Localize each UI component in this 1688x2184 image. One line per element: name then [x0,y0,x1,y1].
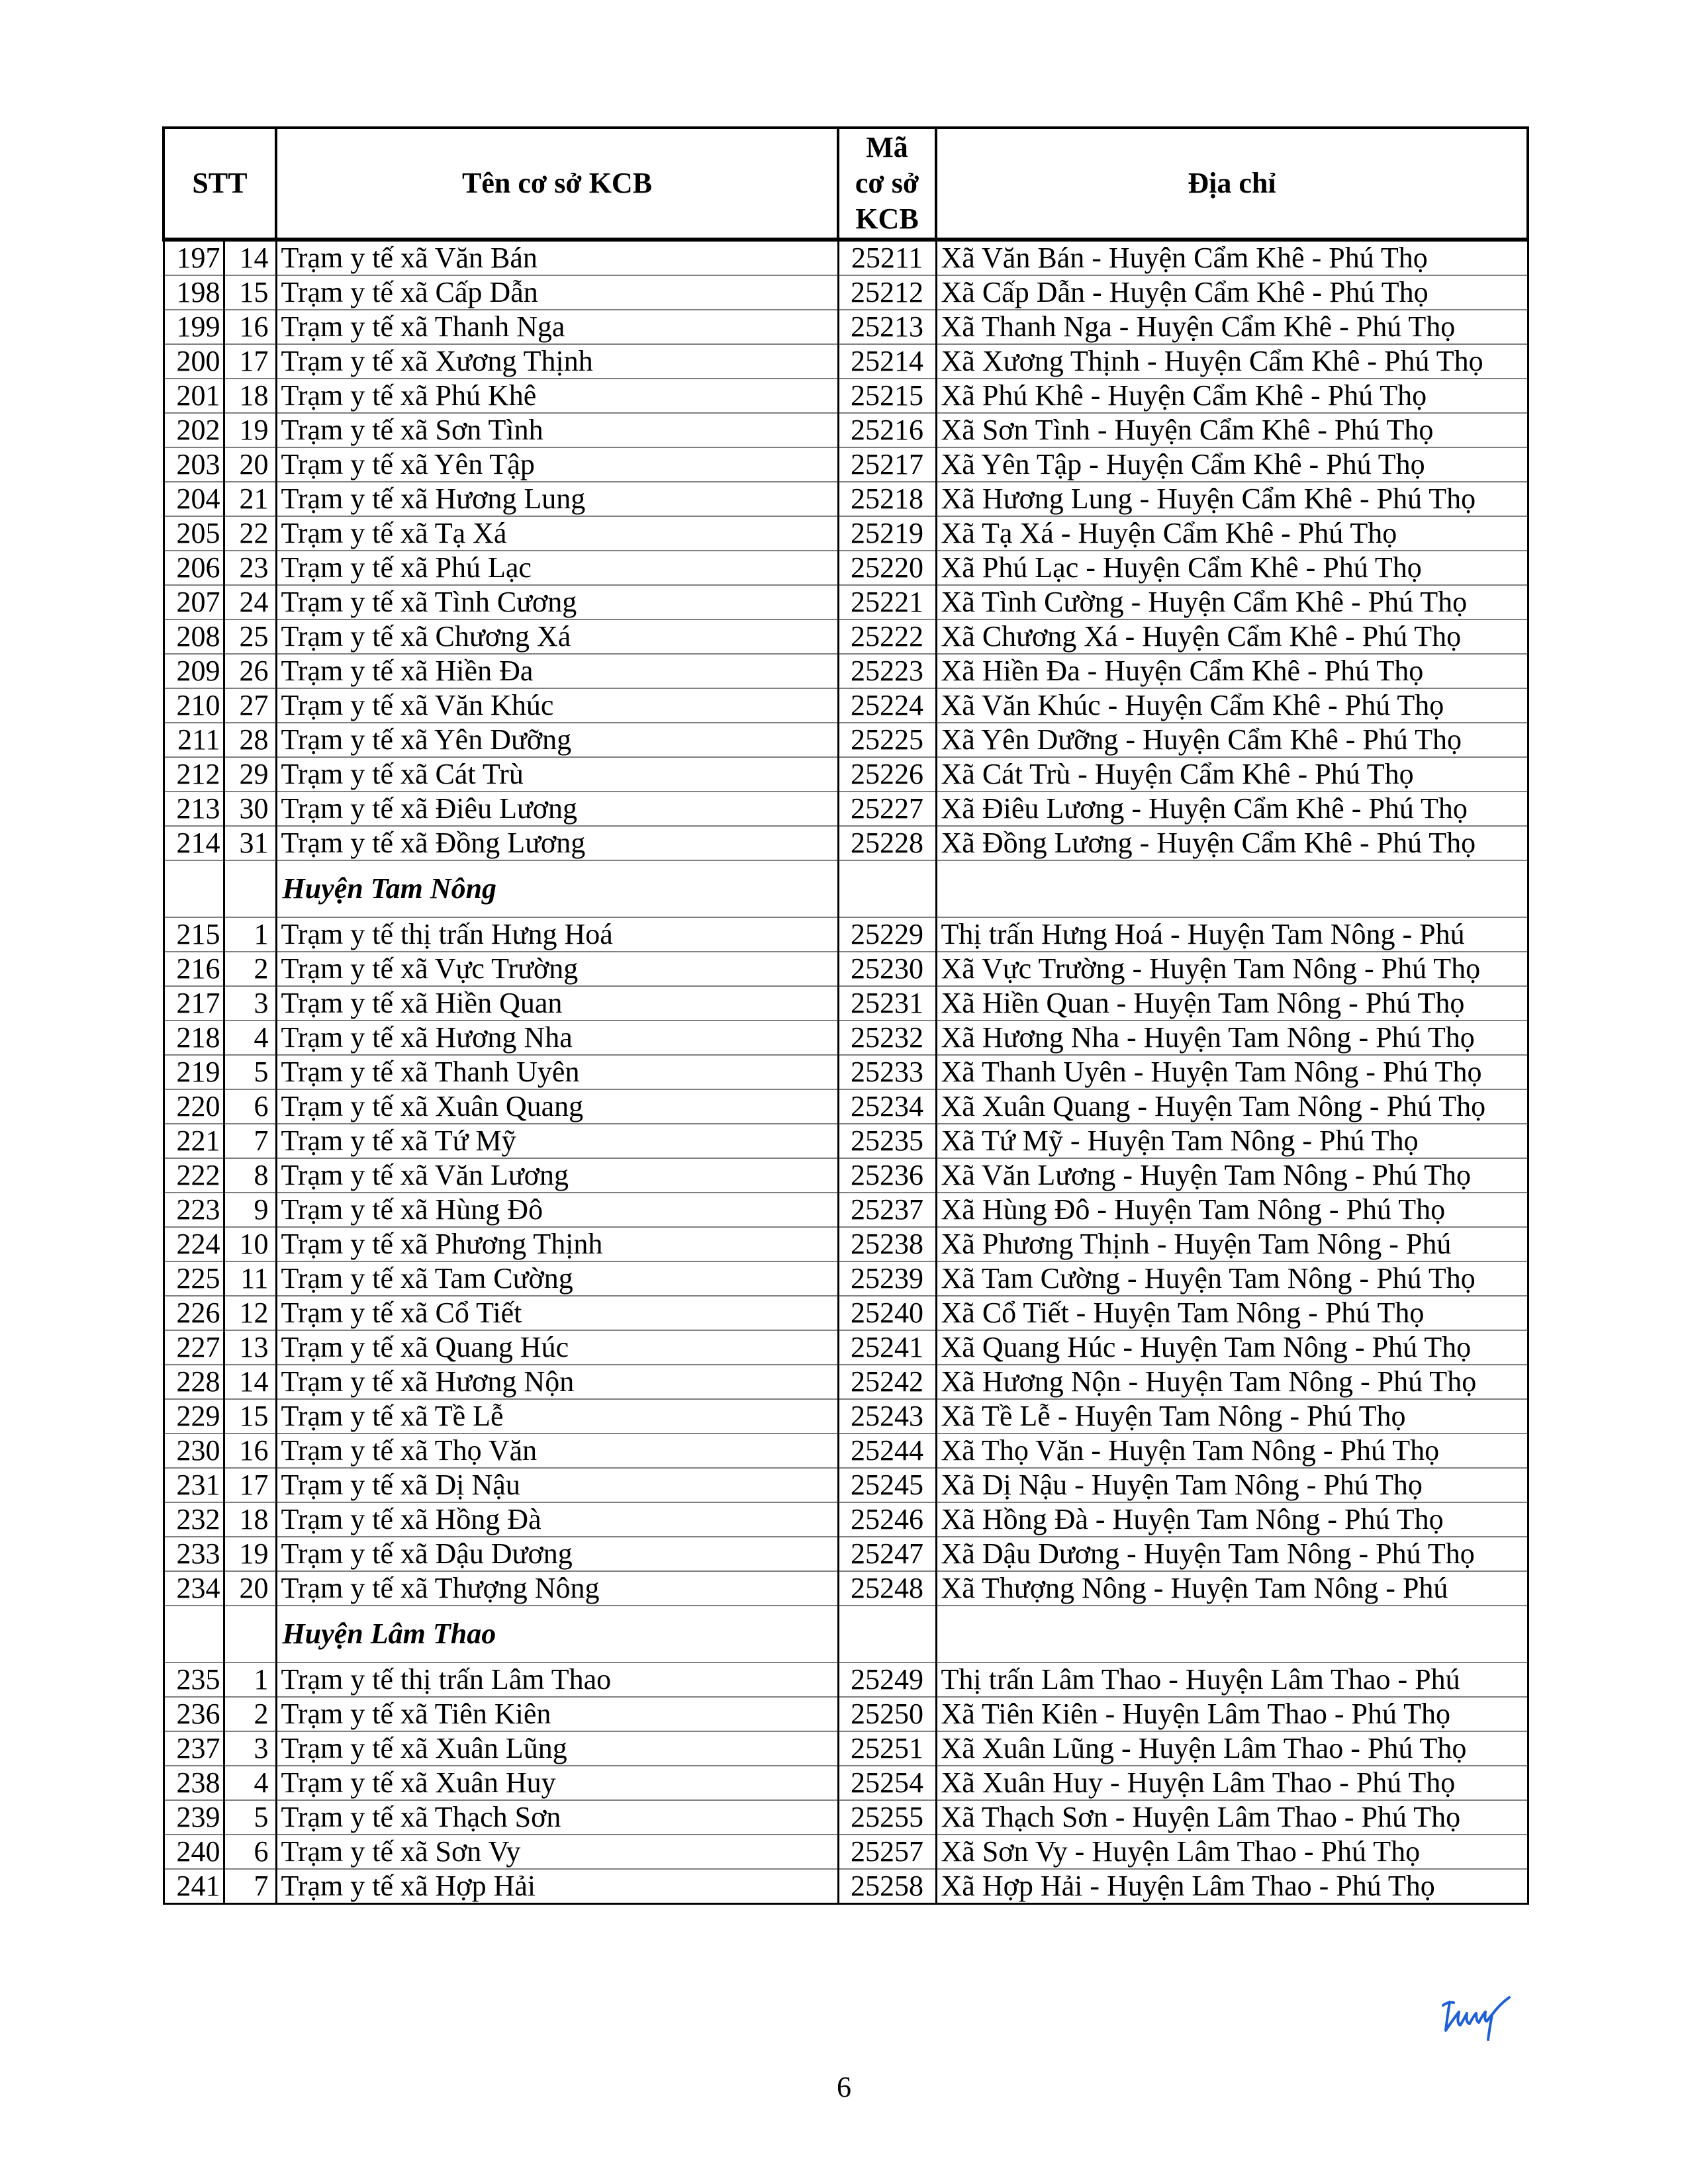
facility-code: 25238 [838,1227,936,1261]
header-code-line-3: KCB [855,203,919,235]
facility-name: Trạm y tế xã Hùng Đô [276,1193,838,1227]
table-row [164,1296,1528,1330]
facility-code: 25237 [838,1193,936,1227]
header-facility-name: Tên cơ sở KCB [276,128,838,240]
table-row [164,1502,1528,1537]
facility-name: Trạm y tế xã Phú Khê [276,379,838,413]
facility-address: Xã Hồng Đà - Huyện Tam Nông - Phú Thọ [936,1502,1528,1537]
table-row [164,952,1528,986]
facility-address: Xã Cấp Dẫn - Huyện Cẩm Khê - Phú Thọ [936,275,1528,310]
facility-name: Trạm y tế xã Tề Lễ [276,1399,838,1433]
facility-code: 25248 [838,1571,936,1606]
row-group-index: 7 [224,1124,276,1158]
row-stt: 218 [164,1021,224,1055]
facility-code: 25254 [838,1766,936,1800]
facility-address: Xã Cát Trù - Huyện Cẩm Khê - Phú Thọ [936,757,1528,792]
row-group-index: 22 [224,516,276,551]
facility-address: Xã Sơn Tình - Huyện Cẩm Khê - Phú Thọ [936,413,1528,447]
empty-cell [164,860,224,917]
facility-name: Trạm y tế xã Văn Bán [276,240,838,275]
table-row [164,585,1528,619]
empty-cell [224,1606,276,1662]
facility-address: Xã Đồng Lương - Huyện Cẩm Khê - Phú Thọ [936,826,1528,860]
row-stt: 203 [164,447,224,482]
table-row [164,1021,1528,1055]
facility-code: 25219 [838,516,936,551]
facility-name: Trạm y tế xã Điêu Lương [276,792,838,826]
facility-name: Trạm y tế xã Văn Lương [276,1158,838,1193]
row-group-index: 8 [224,1158,276,1193]
facility-name: Trạm y tế xã Phương Thịnh [276,1227,838,1261]
facility-name: Trạm y tế xã Sơn Tình [276,413,838,447]
facility-name: Trạm y tế xã Sơn Vy [276,1835,838,1869]
facility-address: Xã Dị Nậu - Huyện Tam Nông - Phú Thọ [936,1468,1528,1502]
facility-code: 25244 [838,1433,936,1468]
empty-cell [164,1606,224,1662]
facility-address: Xã Tình Cường - Huyện Cẩm Khê - Phú Thọ [936,585,1528,619]
table-row [164,482,1528,516]
row-group-index: 29 [224,757,276,792]
facility-address: Xã Xuân Huy - Huyện Lâm Thao - Phú Thọ [936,1766,1528,1800]
facility-code: 25211 [838,240,936,275]
district-title: Huyện Lâm Thao [276,1606,838,1662]
row-group-index: 16 [224,310,276,344]
row-stt: 211 [164,723,224,757]
facility-name: Trạm y tế thị trấn Hưng Hoá [276,917,838,952]
row-stt: 206 [164,551,224,585]
facility-code: 25251 [838,1731,936,1766]
row-group-index: 16 [224,1433,276,1468]
facility-code: 25228 [838,826,936,860]
row-stt: 220 [164,1089,224,1124]
facility-code: 25212 [838,275,936,310]
row-stt: 226 [164,1296,224,1330]
facility-address: Xã Văn Khúc - Huyện Cẩm Khê - Phú Thọ [936,688,1528,723]
row-stt: 241 [164,1869,224,1904]
row-group-index: 2 [224,952,276,986]
table-row [164,1697,1528,1731]
facility-address: Xã Hương Nha - Huyện Tam Nông - Phú Thọ [936,1021,1528,1055]
row-group-index: 17 [224,344,276,379]
facility-name: Trạm y tế xã Cát Trù [276,757,838,792]
facility-name: Trạm y tế xã Vực Trường [276,952,838,986]
row-stt: 238 [164,1766,224,1800]
facility-code: 25257 [838,1835,936,1869]
row-group-index: 18 [224,379,276,413]
facility-code: 25239 [838,1261,936,1296]
facility-name: Trạm y tế xã Hiền Quan [276,986,838,1021]
facility-address: Xã Phương Thịnh - Huyện Tam Nông - Phú [936,1227,1528,1261]
facility-name: Trạm y tế xã Cổ Tiết [276,1296,838,1330]
row-group-index: 19 [224,413,276,447]
facility-address: Xã Tạ Xá - Huyện Cẩm Khê - Phú Thọ [936,516,1528,551]
table-row [164,447,1528,482]
row-stt: 228 [164,1365,224,1399]
row-group-index: 3 [224,986,276,1021]
facility-code: 25215 [838,379,936,413]
facility-address: Xã Hiền Đa - Huyện Cẩm Khê - Phú Thọ [936,654,1528,688]
facility-address: Xã Dậu Dương - Huyện Tam Nông - Phú Thọ [936,1537,1528,1571]
table-row [164,1193,1528,1227]
row-stt: 199 [164,310,224,344]
facility-name: Trạm y tế xã Thạch Sơn [276,1800,838,1835]
row-group-index: 10 [224,1227,276,1261]
table-row [164,379,1528,413]
table-row [164,240,1528,275]
facility-code: 25235 [838,1124,936,1158]
row-group-index: 28 [224,723,276,757]
district-section-row [164,1606,1528,1662]
facility-code: 25229 [838,917,936,952]
table-row [164,1835,1528,1869]
district-section-row [164,860,1528,917]
row-stt: 237 [164,1731,224,1766]
facility-name: Trạm y tế xã Hiền Đa [276,654,838,688]
row-stt: 205 [164,516,224,551]
row-stt: 236 [164,1697,224,1731]
table-row [164,1227,1528,1261]
facility-address: Xã Yên Tập - Huyện Cẩm Khê - Phú Thọ [936,447,1528,482]
row-stt: 224 [164,1227,224,1261]
facility-code: 25221 [838,585,936,619]
facility-name: Trạm y tế xã Phú Lạc [276,551,838,585]
facility-code: 25250 [838,1697,936,1731]
row-group-index: 24 [224,585,276,619]
table-row [164,1089,1528,1124]
facility-code: 25226 [838,757,936,792]
row-stt: 197 [164,240,224,275]
facility-name: Trạm y tế xã Văn Khúc [276,688,838,723]
table-row [164,310,1528,344]
empty-cell [936,860,1528,917]
table-row [164,1468,1528,1502]
facility-code: 25246 [838,1502,936,1537]
facility-name: Trạm y tế xã Hồng Đà [276,1502,838,1537]
row-stt: 201 [164,379,224,413]
row-group-index: 19 [224,1537,276,1571]
facility-address: Xã Thạch Sơn - Huyện Lâm Thao - Phú Thọ [936,1800,1528,1835]
row-stt: 235 [164,1662,224,1697]
table-header-row [164,128,1528,240]
empty-cell [838,1606,936,1662]
row-group-index: 6 [224,1089,276,1124]
facility-code: 25220 [838,551,936,585]
row-group-index: 15 [224,1399,276,1433]
row-group-index: 15 [224,275,276,310]
facility-address: Xã Hương Nộn - Huyện Tam Nông - Phú Thọ [936,1365,1528,1399]
row-group-index: 3 [224,1731,276,1766]
row-stt: 214 [164,826,224,860]
row-group-index: 14 [224,240,276,275]
facility-name: Trạm y tế thị trấn Lâm Thao [276,1662,838,1697]
facility-code: 25233 [838,1055,936,1089]
table-row [164,1158,1528,1193]
row-group-index: 5 [224,1800,276,1835]
facility-address: Xã Văn Lương - Huyện Tam Nông - Phú Thọ [936,1158,1528,1193]
facility-code: 25245 [838,1468,936,1502]
header-code-line-2: cơ sở [855,167,919,199]
facility-address: Xã Văn Bán - Huyện Cẩm Khê - Phú Thọ [936,240,1528,275]
facility-name: Trạm y tế xã Hương Lung [276,482,838,516]
facility-name: Trạm y tế xã Cấp Dẫn [276,275,838,310]
row-stt: 213 [164,792,224,826]
facility-name: Trạm y tế xã Tam Cường [276,1261,838,1296]
facility-code: 25218 [838,482,936,516]
row-stt: 212 [164,757,224,792]
row-group-index: 20 [224,1571,276,1606]
table-row [164,344,1528,379]
facility-address: Xã Xuân Quang - Huyện Tam Nông - Phú Thọ [936,1089,1528,1124]
facility-address: Xã Điêu Lương - Huyện Cẩm Khê - Phú Thọ [936,792,1528,826]
facility-code: 25234 [838,1089,936,1124]
row-group-index: 2 [224,1697,276,1731]
row-group-index: 1 [224,917,276,952]
facility-address: Xã Tam Cường - Huyện Tam Nông - Phú Thọ [936,1261,1528,1296]
row-group-index: 17 [224,1468,276,1502]
row-group-index: 4 [224,1021,276,1055]
facility-name: Trạm y tế xã Tình Cương [276,585,838,619]
empty-cell [838,860,936,917]
facility-address: Xã Vực Trường - Huyện Tam Nông - Phú Thọ [936,952,1528,986]
facility-code: 25223 [838,654,936,688]
row-stt: 200 [164,344,224,379]
row-group-index: 9 [224,1193,276,1227]
row-stt: 229 [164,1399,224,1433]
table-row [164,1731,1528,1766]
table-row [164,1571,1528,1606]
facility-code: 25225 [838,723,936,757]
facility-code: 25213 [838,310,936,344]
table-row [164,688,1528,723]
row-group-index: 21 [224,482,276,516]
row-group-index: 27 [224,688,276,723]
row-group-index: 14 [224,1365,276,1399]
facility-code: 25249 [838,1662,936,1697]
table-row [164,275,1528,310]
facility-code: 25217 [838,447,936,482]
table-row [164,1399,1528,1433]
facility-name: Trạm y tế xã Thượng Nông [276,1571,838,1606]
table-row [164,413,1528,447]
facility-name: Trạm y tế xã Quang Húc [276,1330,838,1365]
row-stt: 202 [164,413,224,447]
table-row [164,757,1528,792]
table-row [164,1869,1528,1904]
facility-code: 25216 [838,413,936,447]
facility-address: Xã Hiền Quan - Huyện Tam Nông - Phú Thọ [936,986,1528,1021]
facility-address: Xã Hợp Hải - Huyện Lâm Thao - Phú Thọ [936,1869,1528,1904]
facility-code: 25243 [838,1399,936,1433]
district-title: Huyện Tam Nông [276,860,838,917]
row-stt: 233 [164,1537,224,1571]
row-group-index: 5 [224,1055,276,1089]
facility-code: 25227 [838,792,936,826]
facility-name: Trạm y tế xã Xuân Quang [276,1089,838,1124]
facility-name: Trạm y tế xã Xuân Huy [276,1766,838,1800]
facility-code: 25236 [838,1158,936,1193]
facility-address: Xã Chương Xá - Huyện Cẩm Khê - Phú Thọ [936,619,1528,654]
row-stt: 198 [164,275,224,310]
facility-address: Xã Phú Lạc - Huyện Cẩm Khê - Phú Thọ [936,551,1528,585]
facility-code: 25231 [838,986,936,1021]
facility-code: 25247 [838,1537,936,1571]
row-stt: 232 [164,1502,224,1537]
row-stt: 223 [164,1193,224,1227]
table-row [164,1261,1528,1296]
row-stt: 225 [164,1261,224,1296]
facility-name: Trạm y tế xã Dậu Dương [276,1537,838,1571]
row-stt: 239 [164,1800,224,1835]
facility-address: Xã Phú Khê - Huyện Cẩm Khê - Phú Thọ [936,379,1528,413]
row-stt: 219 [164,1055,224,1089]
table-row [164,1433,1528,1468]
row-stt: 231 [164,1468,224,1502]
table-row [164,1330,1528,1365]
table-row [164,1124,1528,1158]
row-stt: 222 [164,1158,224,1193]
facility-address: Xã Xương Thịnh - Huyện Cẩm Khê - Phú Thọ [936,344,1528,379]
facility-address: Xã Hùng Đô - Huyện Tam Nông - Phú Thọ [936,1193,1528,1227]
facility-address: Xã Quang Húc - Huyện Tam Nông - Phú Thọ [936,1330,1528,1365]
facility-name: Trạm y tế xã Chương Xá [276,619,838,654]
row-group-index: 31 [224,826,276,860]
facility-name: Trạm y tế xã Yên Tập [276,447,838,482]
facility-address: Xã Tiên Kiên - Huyện Lâm Thao - Phú Thọ [936,1697,1528,1731]
row-group-index: 26 [224,654,276,688]
row-stt: 207 [164,585,224,619]
row-group-index: 1 [224,1662,276,1697]
table-row [164,986,1528,1021]
facility-name: Trạm y tế xã Hợp Hải [276,1869,838,1904]
facility-name: Trạm y tế xã Yên Dưỡng [276,723,838,757]
facility-name: Trạm y tế xã Hương Nộn [276,1365,838,1399]
facility-address: Xã Yên Dưỡng - Huyện Cẩm Khê - Phú Thọ [936,723,1528,757]
table-row [164,1800,1528,1835]
header-facility-code [838,128,936,240]
row-group-index: 20 [224,447,276,482]
row-stt: 234 [164,1571,224,1606]
facility-name: Trạm y tế xã Xuân Lũng [276,1731,838,1766]
row-stt: 204 [164,482,224,516]
facility-address: Xã Hương Lung - Huyện Cẩm Khê - Phú Thọ [936,482,1528,516]
row-group-index: 18 [224,1502,276,1537]
row-group-index: 13 [224,1330,276,1365]
table-row [164,1055,1528,1089]
facility-code: 25240 [838,1296,936,1330]
row-group-index: 6 [224,1835,276,1869]
page-number: 6 [837,2071,851,2103]
header-stt: STT [164,128,276,240]
table-row [164,516,1528,551]
facility-table [162,126,1529,1905]
table-row [164,792,1528,826]
facility-code: 25242 [838,1365,936,1399]
row-stt: 216 [164,952,224,986]
facility-address: Xã Thanh Uyên - Huyện Tam Nông - Phú Thọ [936,1055,1528,1089]
row-group-index: 23 [224,551,276,585]
facility-name: Trạm y tế xã Thanh Uyên [276,1055,838,1089]
header-code-line-1: Mã [866,131,908,163]
facility-name: Trạm y tế xã Hương Nha [276,1021,838,1055]
table-row [164,1537,1528,1571]
table-row [164,551,1528,585]
row-stt: 227 [164,1330,224,1365]
table-row [164,1662,1528,1697]
row-stt: 208 [164,619,224,654]
facility-address: Xã Thanh Nga - Huyện Cẩm Khê - Phú Thọ [936,310,1528,344]
facility-code: 25258 [838,1869,936,1904]
table-row [164,1365,1528,1399]
row-stt: 215 [164,917,224,952]
facility-address: Xã Cổ Tiết - Huyện Tam Nông - Phú Thọ [936,1296,1528,1330]
facility-code: 25214 [838,344,936,379]
row-group-index: 30 [224,792,276,826]
facility-name: Trạm y tế xã Thọ Văn [276,1433,838,1468]
row-group-index: 12 [224,1296,276,1330]
facility-address: Xã Thượng Nông - Huyện Tam Nông - Phú [936,1571,1528,1606]
empty-cell [936,1606,1528,1662]
table-row [164,917,1528,952]
table-row [164,654,1528,688]
facility-code: 25222 [838,619,936,654]
empty-cell [224,860,276,917]
facility-code: 25232 [838,1021,936,1055]
facility-address: Xã Tề Lễ - Huyện Tam Nông - Phú Thọ [936,1399,1528,1433]
row-group-index: 7 [224,1869,276,1904]
table-body [164,240,1528,1904]
row-stt: 209 [164,654,224,688]
row-stt: 221 [164,1124,224,1158]
row-group-index: 25 [224,619,276,654]
handwritten-signature [1436,1992,1516,2045]
table-row [164,826,1528,860]
facility-address: Xã Thọ Văn - Huyện Tam Nông - Phú Thọ [936,1433,1528,1468]
facility-code: 25224 [838,688,936,723]
facility-address: Thị trấn Lâm Thao - Huyện Lâm Thao - Phú [936,1662,1528,1697]
facility-name: Trạm y tế xã Xương Thịnh [276,344,838,379]
row-group-index: 11 [224,1261,276,1296]
header-address: Địa chỉ [936,128,1528,240]
signature-stroke [1443,1997,1509,2040]
row-stt: 240 [164,1835,224,1869]
facility-address: Xã Sơn Vy - Huyện Lâm Thao - Phú Thọ [936,1835,1528,1869]
table-row [164,619,1528,654]
facility-code: 25230 [838,952,936,986]
row-stt: 217 [164,986,224,1021]
facility-name: Trạm y tế xã Thanh Nga [276,310,838,344]
table-row [164,1766,1528,1800]
facility-name: Trạm y tế xã Đồng Lương [276,826,838,860]
facility-name: Trạm y tế xã Tứ Mỹ [276,1124,838,1158]
facility-code: 25241 [838,1330,936,1365]
facility-name: Trạm y tế xã Dị Nậu [276,1468,838,1502]
facility-name: Trạm y tế xã Tạ Xá [276,516,838,551]
row-stt: 210 [164,688,224,723]
row-stt: 230 [164,1433,224,1468]
facility-address: Thị trấn Hưng Hoá - Huyện Tam Nông - Phú [936,917,1528,952]
facility-code: 25255 [838,1800,936,1835]
row-group-index: 4 [224,1766,276,1800]
facility-address: Xã Xuân Lũng - Huyện Lâm Thao - Phú Thọ [936,1731,1528,1766]
table-row [164,723,1528,757]
facility-address: Xã Tứ Mỹ - Huyện Tam Nông - Phú Thọ [936,1124,1528,1158]
facility-name: Trạm y tế xã Tiên Kiên [276,1697,838,1731]
